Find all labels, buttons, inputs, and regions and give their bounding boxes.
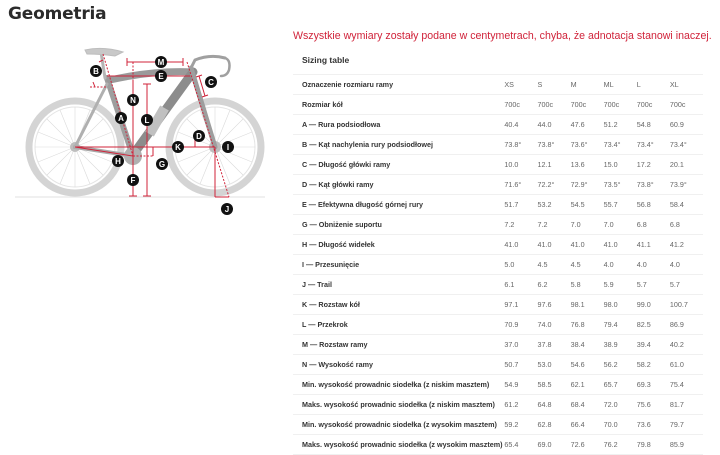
row-value: 5.7 xyxy=(669,280,680,289)
row-value: 100.7 xyxy=(669,300,688,309)
svg-text:E: E xyxy=(158,72,164,81)
table-row xyxy=(293,355,703,375)
table-row xyxy=(293,295,703,315)
row-value: 71.6° xyxy=(504,180,522,189)
marker-f xyxy=(127,174,139,186)
marker-b xyxy=(90,65,102,77)
table-body xyxy=(293,95,703,455)
bike-geometry-diagram xyxy=(10,40,270,220)
row-value: 58.4 xyxy=(669,200,684,209)
row-label: Maks. wysokość prowadnic siodełka (z niskim masztem) xyxy=(302,400,495,409)
row-label: Min. wysokość prowadnic siodełka (z wysokim masztem) xyxy=(302,420,497,429)
row-value: 66.4 xyxy=(570,420,585,429)
svg-text:B: B xyxy=(93,67,99,76)
row-value: 65.7 xyxy=(603,380,618,389)
row-value: 4.0 xyxy=(636,260,647,269)
svg-text:D: D xyxy=(196,132,202,141)
table-row xyxy=(293,435,703,455)
header-size-l: L xyxy=(636,80,641,89)
table-row xyxy=(293,175,703,195)
header-size-m: M xyxy=(570,80,577,89)
row-value: 4.5 xyxy=(537,260,548,269)
marker-h xyxy=(112,155,124,167)
svg-text:N: N xyxy=(130,96,136,105)
svg-text:L: L xyxy=(144,116,150,125)
row-value: 41.0 xyxy=(504,240,519,249)
table-row xyxy=(293,335,703,355)
header-size-xs: XS xyxy=(504,80,514,89)
row-value: 81.7 xyxy=(669,400,684,409)
row-value: 38.4 xyxy=(570,340,585,349)
row-value: 37.8 xyxy=(537,340,552,349)
row-value: 61.0 xyxy=(669,360,684,369)
svg-text:J: J xyxy=(224,205,230,214)
sizing-table-title: Sizing table xyxy=(302,55,350,65)
row-value: 79.8 xyxy=(636,440,651,449)
svg-text:K: K xyxy=(175,143,181,152)
table-row xyxy=(293,135,703,155)
row-value: 70.9 xyxy=(504,320,519,329)
row-value: 61.2 xyxy=(504,400,519,409)
row-value: 73.8° xyxy=(537,140,555,149)
row-value: 97.6 xyxy=(537,300,552,309)
row-value: 41.2 xyxy=(669,240,684,249)
row-value: 98.1 xyxy=(570,300,585,309)
table-row xyxy=(293,255,703,275)
row-value: 700c xyxy=(570,100,587,109)
row-value: 74.0 xyxy=(537,320,552,329)
row-value: 53.0 xyxy=(537,360,552,369)
svg-text:I: I xyxy=(226,143,230,152)
row-value: 15.0 xyxy=(603,160,618,169)
row-label: G — Obniżenie suportu xyxy=(302,220,382,229)
table-row xyxy=(293,155,703,175)
row-value: 73.5° xyxy=(603,180,621,189)
table-row xyxy=(293,315,703,335)
row-label: E — Efektywna długość górnej rury xyxy=(302,200,424,209)
table-row xyxy=(293,395,703,415)
table-row xyxy=(293,375,703,395)
table-row xyxy=(293,195,703,215)
row-value: 73.4° xyxy=(636,140,654,149)
row-value: 62.8 xyxy=(537,420,552,429)
row-value: 97.1 xyxy=(504,300,519,309)
row-value: 44.0 xyxy=(537,120,552,129)
row-label: K — Rozstaw kół xyxy=(302,300,360,309)
row-value: 700c xyxy=(669,100,686,109)
marker-i xyxy=(222,141,234,153)
header-size-s: S xyxy=(537,80,543,89)
row-value: 56.2 xyxy=(603,360,618,369)
marker-m xyxy=(155,56,167,68)
row-value: 53.2 xyxy=(537,200,552,209)
marker-c xyxy=(205,76,217,88)
row-value: 73.6° xyxy=(570,140,588,149)
table-row xyxy=(293,415,703,435)
row-value: 5.8 xyxy=(570,280,581,289)
row-value: 59.2 xyxy=(504,420,519,429)
marker-g xyxy=(156,158,168,170)
table-row xyxy=(293,115,703,135)
row-value: 7.2 xyxy=(504,220,515,229)
svg-text:H: H xyxy=(115,157,121,166)
table-row xyxy=(293,235,703,255)
row-value: 73.8° xyxy=(636,180,654,189)
row-value: 73.4° xyxy=(603,140,621,149)
sizing-table xyxy=(293,74,703,455)
table-header-row xyxy=(293,75,703,95)
row-value: 54.5 xyxy=(570,200,585,209)
row-value: 4.5 xyxy=(570,260,581,269)
page-title: Geometria xyxy=(8,4,107,24)
row-value: 47.6 xyxy=(570,120,585,129)
row-value: 40.2 xyxy=(669,340,684,349)
row-value: 58.5 xyxy=(537,380,552,389)
table-row xyxy=(293,215,703,235)
row-value: 39.4 xyxy=(636,340,651,349)
row-value: 37.0 xyxy=(504,340,519,349)
row-value: 41.0 xyxy=(603,240,618,249)
row-label: D — Kąt główki ramy xyxy=(302,180,374,189)
row-value: 6.8 xyxy=(669,220,680,229)
row-value: 64.8 xyxy=(537,400,552,409)
svg-text:F: F xyxy=(130,176,136,185)
row-value: 58.2 xyxy=(636,360,651,369)
row-label: Rozmiar kół xyxy=(302,100,343,109)
row-value: 69.0 xyxy=(537,440,552,449)
units-notice: Wszystkie wymiary zostały podane w centymetrach, chyba, że adnotacja stanowi inaczej. xyxy=(293,30,712,42)
row-value: 12.1 xyxy=(537,160,552,169)
row-value: 75.4 xyxy=(669,380,684,389)
row-label: C — Długość główki ramy xyxy=(302,160,391,169)
row-value: 55.7 xyxy=(603,200,618,209)
row-value: 54.9 xyxy=(504,380,519,389)
header-label: Oznaczenie rozmiaru ramy xyxy=(302,80,394,89)
row-value: 700c xyxy=(504,100,520,109)
row-label: A — Rura podsiodłowa xyxy=(302,120,381,129)
row-value: 73.4° xyxy=(669,140,687,149)
marker-e xyxy=(155,70,167,82)
row-label: N — Wysokość ramy xyxy=(302,360,373,369)
marker-l xyxy=(141,114,153,126)
row-value: 86.9 xyxy=(669,320,684,329)
row-label: J — Trail xyxy=(302,280,332,289)
row-value: 20.1 xyxy=(669,160,684,169)
row-label: L — Przekrok xyxy=(302,320,348,329)
row-value: 51.2 xyxy=(603,120,618,129)
row-value: 72.9° xyxy=(570,180,588,189)
row-value: 65.4 xyxy=(504,440,519,449)
row-value: 73.6 xyxy=(636,420,651,429)
row-value: 62.1 xyxy=(570,380,585,389)
row-value: 4.0 xyxy=(603,260,614,269)
row-value: 5.9 xyxy=(603,280,614,289)
row-value: 54.6 xyxy=(570,360,585,369)
row-value: 6.1 xyxy=(504,280,515,289)
row-value: 69.3 xyxy=(636,380,651,389)
row-value: 700c xyxy=(636,100,653,109)
row-value: 72.2° xyxy=(537,180,555,189)
row-value: 40.4 xyxy=(504,120,519,129)
row-label: B — Kąt nachylenia rury podsiodłowej xyxy=(302,140,433,149)
row-value: 76.8 xyxy=(570,320,585,329)
row-value: 13.6 xyxy=(570,160,585,169)
row-value: 41.0 xyxy=(570,240,585,249)
row-value: 10.0 xyxy=(504,160,519,169)
row-value: 6.8 xyxy=(636,220,647,229)
row-value: 5.0 xyxy=(504,260,515,269)
row-value: 7.2 xyxy=(537,220,548,229)
header-size-xl: XL xyxy=(669,80,679,89)
svg-text:G: G xyxy=(158,160,166,169)
header-size-ml: ML xyxy=(603,80,614,89)
row-value: 38.9 xyxy=(603,340,618,349)
row-value: 700c xyxy=(537,100,554,109)
marker-d xyxy=(193,130,205,142)
table-row xyxy=(293,275,703,295)
row-value: 7.0 xyxy=(570,220,581,229)
row-value: 79.7 xyxy=(669,420,684,429)
row-value: 73.9° xyxy=(669,180,687,189)
row-value: 75.6 xyxy=(636,400,651,409)
row-value: 79.4 xyxy=(603,320,618,329)
row-value: 17.2 xyxy=(636,160,651,169)
svg-text:A: A xyxy=(118,114,124,123)
row-value: 70.0 xyxy=(603,420,618,429)
row-value: 82.5 xyxy=(636,320,651,329)
row-value: 6.2 xyxy=(537,280,548,289)
row-value: 54.8 xyxy=(636,120,651,129)
row-value: 73.8° xyxy=(504,140,522,149)
row-label: Min. wysokość prowadnic siodełka (z niskim masztem) xyxy=(302,380,490,389)
row-label: I — Przesunięcie xyxy=(302,260,360,269)
row-value: 5.7 xyxy=(636,280,647,289)
row-value: 50.7 xyxy=(504,360,519,369)
row-value: 41.1 xyxy=(636,240,651,249)
row-value: 98.0 xyxy=(603,300,618,309)
row-value: 85.9 xyxy=(669,440,684,449)
row-value: 99.0 xyxy=(636,300,651,309)
marker-j xyxy=(221,203,233,215)
table-row xyxy=(293,95,703,115)
row-value: 4.0 xyxy=(669,260,680,269)
row-value: 700c xyxy=(603,100,620,109)
row-label: H — Długość widełek xyxy=(302,240,375,249)
svg-text:M: M xyxy=(157,58,165,67)
marker-k xyxy=(172,141,184,153)
row-value: 72.0 xyxy=(603,400,618,409)
row-value: 76.2 xyxy=(603,440,618,449)
row-value: 56.8 xyxy=(636,200,651,209)
row-label: Maks. wysokość prowadnic siodełka (z wysokim masztem) xyxy=(302,440,503,449)
row-value: 72.6 xyxy=(570,440,585,449)
row-label: M — Rozstaw ramy xyxy=(302,340,368,349)
row-value: 41.0 xyxy=(537,240,552,249)
row-value: 7.0 xyxy=(603,220,614,229)
marker-n xyxy=(127,94,139,106)
svg-text:C: C xyxy=(208,78,214,87)
marker-a xyxy=(115,112,127,124)
row-value: 51.7 xyxy=(504,200,519,209)
row-value: 68.4 xyxy=(570,400,585,409)
row-value: 60.9 xyxy=(669,120,684,129)
